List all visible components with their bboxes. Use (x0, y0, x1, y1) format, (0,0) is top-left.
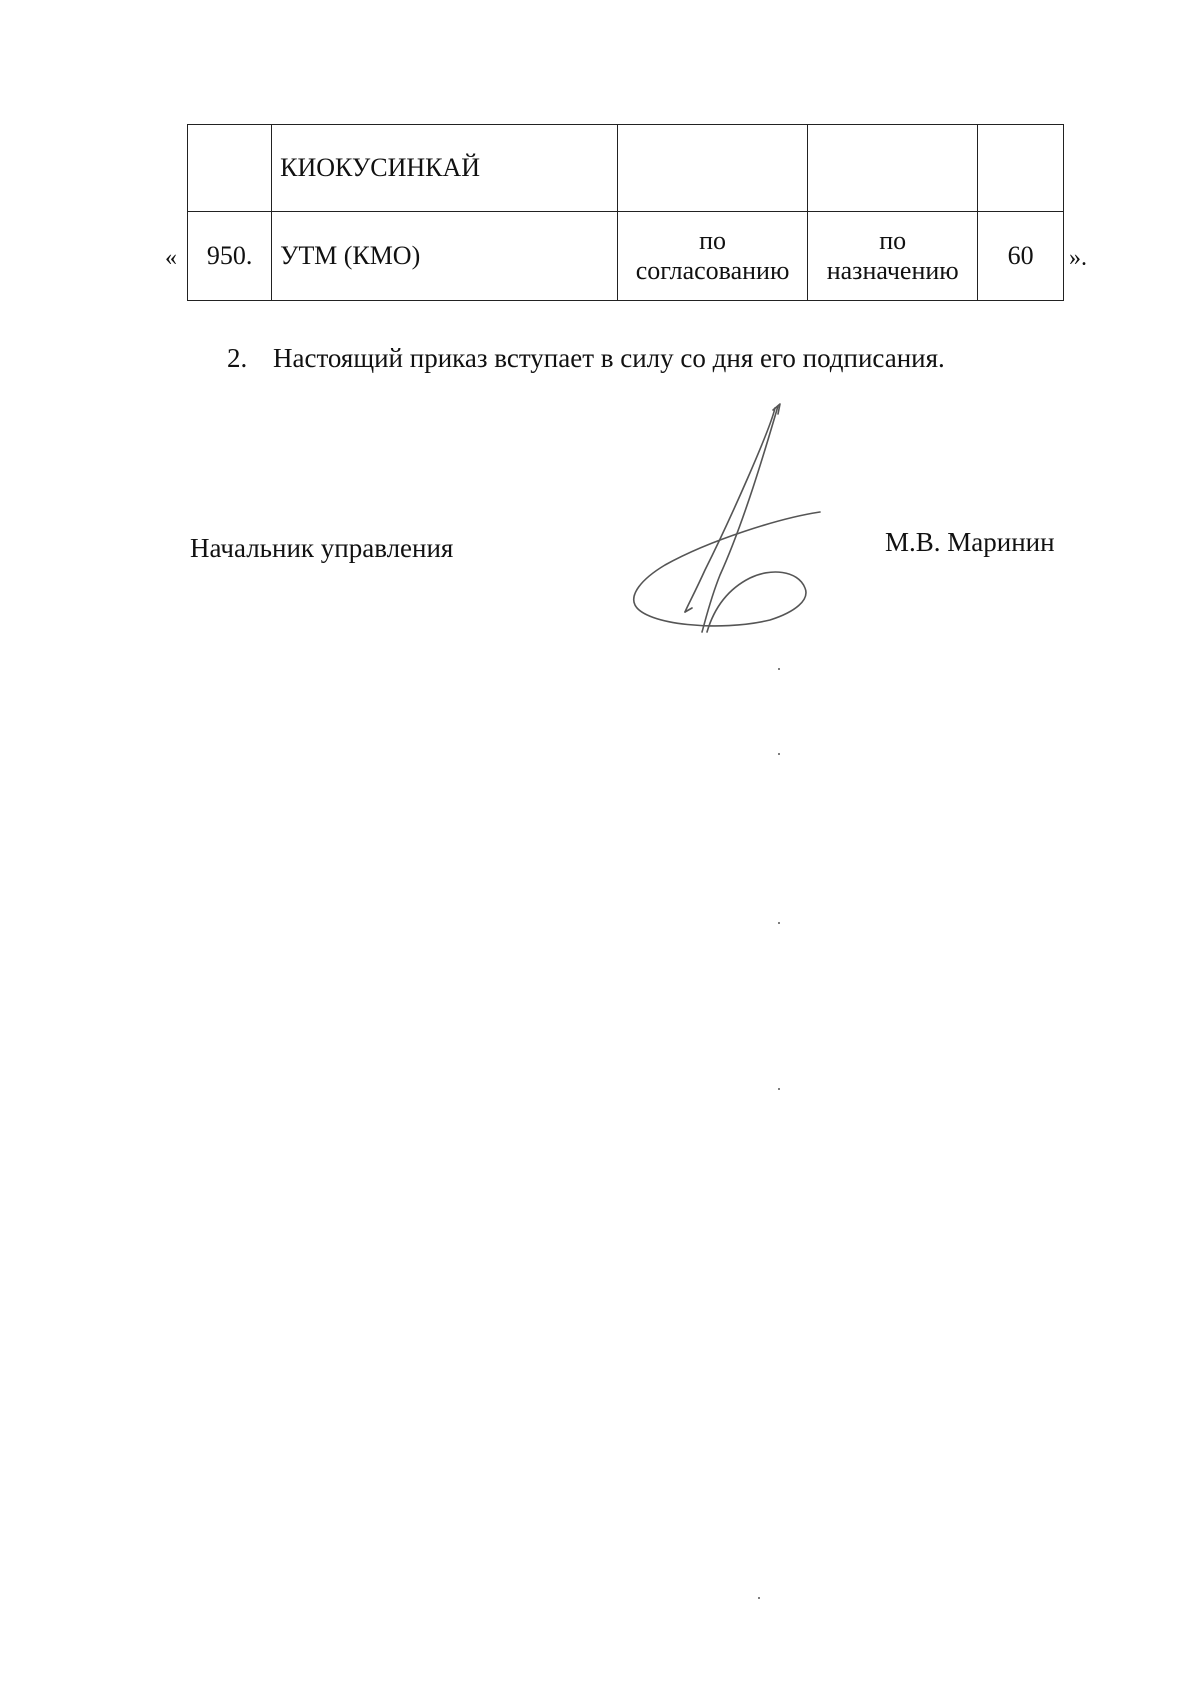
table-row (188, 212, 1064, 301)
table-row (188, 125, 1064, 212)
scan-speck (778, 753, 780, 755)
sport-name-cell: КИОКУСИНКАЙ (272, 125, 618, 212)
count-cell (978, 125, 1064, 212)
agreement-line-2: согласованию (635, 256, 790, 285)
scan-speck (758, 1597, 760, 1599)
clause-text: Настоящий приказ вступает в силу со дня его подписания. (273, 343, 945, 373)
agreement-cell (617, 212, 807, 301)
assignment-cell (808, 212, 978, 301)
agreement-cell (617, 125, 807, 212)
count-cell: 60 (978, 212, 1064, 301)
signatory-name: М.В. Маринин (885, 527, 1055, 557)
assignment-cell (808, 125, 978, 212)
agreement-line-1: по (699, 226, 727, 255)
assignment-line-2: назначению (826, 256, 959, 285)
scan-speck (778, 922, 780, 924)
closing-quote: ». (1069, 245, 1087, 271)
sport-name-cell: УТМ (КМО) (272, 212, 618, 301)
sports-table (187, 124, 1064, 301)
signatory-role: Начальник управления (190, 533, 454, 563)
scan-speck (778, 1088, 780, 1090)
clause-number: 2. (227, 343, 248, 373)
opening-quote: « (165, 245, 177, 271)
clause-item (227, 343, 945, 374)
row-number-cell: 950. (188, 212, 272, 301)
scan-speck (778, 668, 780, 670)
handwritten-signature (610, 400, 830, 640)
assignment-line-1: по (879, 226, 907, 255)
row-number-cell (188, 125, 272, 212)
